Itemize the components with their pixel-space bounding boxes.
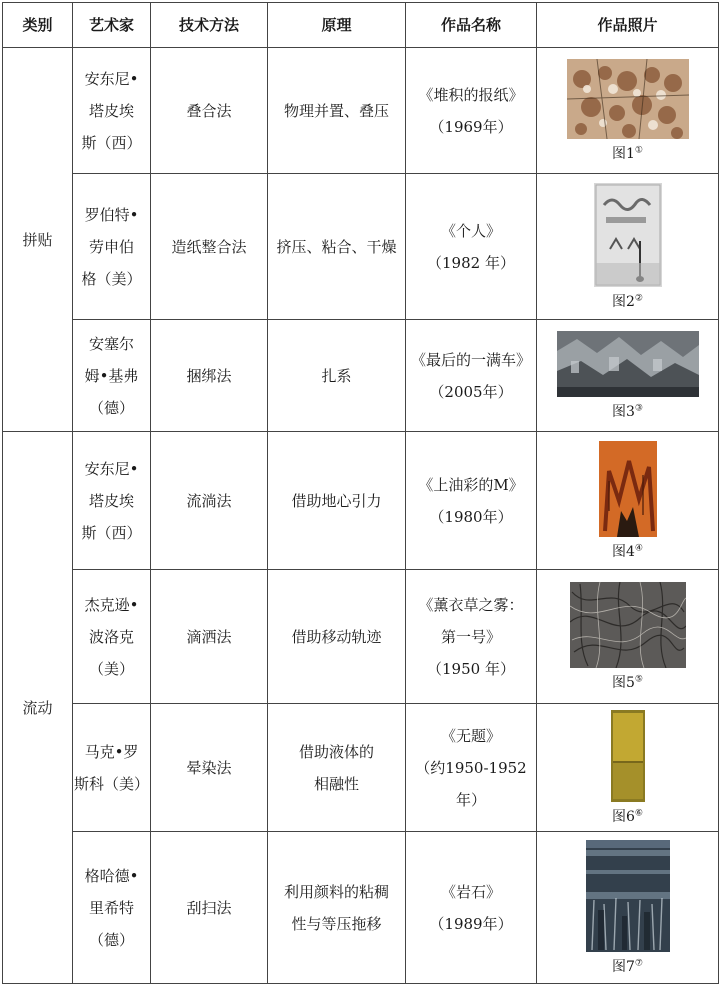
header-work-photo: 作品照片	[537, 3, 719, 48]
figure-label: 图6⑥	[612, 807, 643, 825]
method-cell: 滴洒法	[151, 570, 268, 704]
individual-paper-work-photo	[594, 183, 662, 287]
artist-cell: 罗伯特• 劳申伯 格（美）	[73, 174, 151, 320]
header-category: 类别	[3, 3, 73, 48]
header-work-title: 作品名称	[406, 3, 537, 48]
photo-cell	[537, 832, 719, 984]
header-principle: 原理	[268, 3, 406, 48]
untitled-rothko-photo	[611, 710, 645, 802]
table-row	[3, 48, 719, 174]
figure-label: 图4④	[612, 542, 643, 560]
method-cell: 流淌法	[151, 432, 268, 570]
oil-painted-m-photo	[599, 441, 657, 537]
photo-cell	[537, 320, 719, 432]
work-title-cell: 《岩石》 （1989年）	[406, 832, 537, 984]
principle-cell: 借助液体的 相融性	[268, 704, 406, 832]
table-row	[3, 570, 719, 704]
header-row	[3, 3, 719, 48]
figure-label: 图2②	[612, 292, 643, 310]
figure-label: 图3③	[612, 402, 643, 420]
work-title-cell: 《最后的一满车》 （2005年）	[406, 320, 537, 432]
table-row	[3, 832, 719, 984]
last-full-cart-photo	[557, 331, 699, 397]
work-title-cell: 《个人》 （1982 年）	[406, 174, 537, 320]
principle-cell: 借助地心引力	[268, 432, 406, 570]
art-techniques-table	[2, 2, 719, 984]
figure-label: 图7⑦	[612, 957, 643, 975]
table-row	[3, 320, 719, 432]
work-title-cell: 《堆积的报纸》 （1969年）	[406, 48, 537, 174]
photo-cell	[537, 432, 719, 570]
principle-cell: 利用颜料的粘稠 性与等压拖移	[268, 832, 406, 984]
figure-label: 图5⑤	[612, 673, 643, 691]
method-cell: 叠合法	[151, 48, 268, 174]
artist-cell: 杰克逊• 波洛克 （美）	[73, 570, 151, 704]
method-cell: 捆绑法	[151, 320, 268, 432]
rock-painting-photo	[586, 840, 670, 952]
work-title-cell: 《无题》 （约1950-1952年）	[406, 704, 537, 832]
photo-cell	[537, 48, 719, 174]
method-cell: 晕染法	[151, 704, 268, 832]
artist-cell: 安东尼• 塔皮埃 斯（西）	[73, 432, 151, 570]
artist-cell: 安塞尔 姆•基弗 （德）	[73, 320, 151, 432]
principle-cell: 扎系	[268, 320, 406, 432]
header-method: 技术方法	[151, 3, 268, 48]
category-collage: 拼贴	[3, 48, 73, 432]
pile-of-newspapers-photo	[567, 59, 689, 139]
table-row	[3, 704, 719, 832]
method-cell: 刮扫法	[151, 832, 268, 984]
principle-cell: 物理并置、叠压	[268, 48, 406, 174]
artist-cell: 马克•罗 斯科（美）	[73, 704, 151, 832]
figure-label: 图1①	[612, 144, 643, 162]
lavender-mist-photo	[570, 582, 686, 668]
photo-cell	[537, 704, 719, 832]
principle-cell: 借助移动轨迹	[268, 570, 406, 704]
method-cell: 造纸整合法	[151, 174, 268, 320]
photo-cell	[537, 174, 719, 320]
table-row	[3, 174, 719, 320]
table-row	[3, 432, 719, 570]
artist-cell: 安东尼• 塔皮埃 斯（西）	[73, 48, 151, 174]
artist-cell: 格哈德• 里希特 （德）	[73, 832, 151, 984]
principle-cell: 挤压、粘合、干燥	[268, 174, 406, 320]
work-title-cell: 《薰衣草之雾： 第一号》 （1950 年）	[406, 570, 537, 704]
category-flow: 流动	[3, 432, 73, 984]
work-title-cell: 《上油彩的M》 （1980年）	[406, 432, 537, 570]
photo-cell	[537, 570, 719, 704]
header-artist: 艺术家	[73, 3, 151, 48]
